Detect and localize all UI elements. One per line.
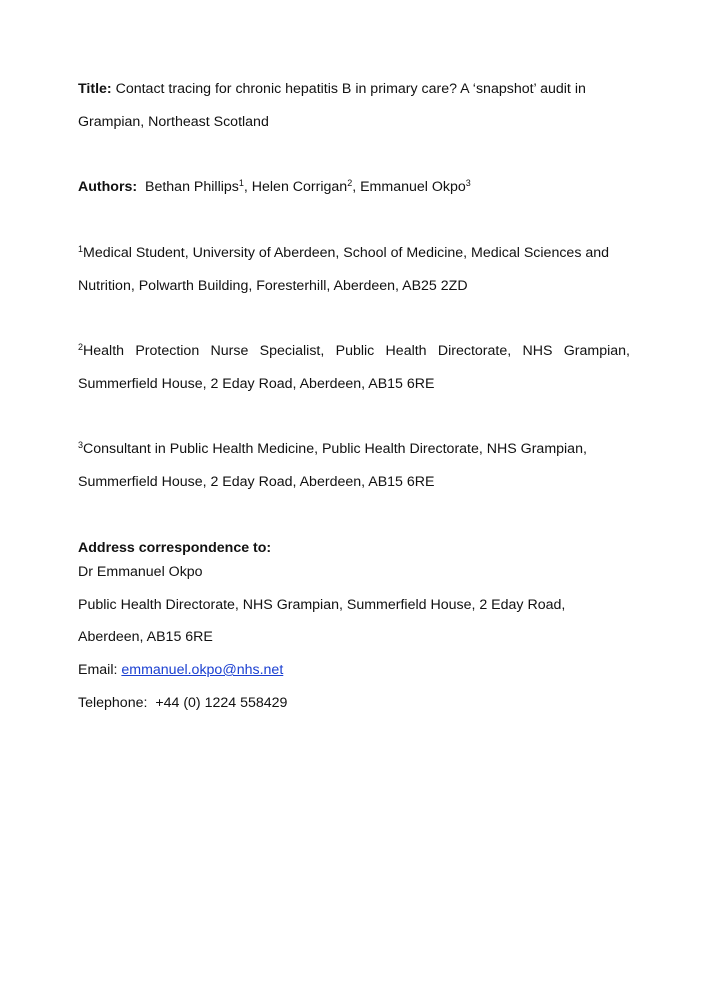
- author-affiliation-marker: 1: [238, 178, 244, 189]
- correspondence-name: [78, 563, 203, 581]
- affiliation-text: Summerfield House, 2 Eday Road, Aberdeen, AB15 6RE: [78, 376, 435, 392]
- correspondence-address-line-1: [78, 596, 565, 614]
- correspondence-heading-text: Address correspondence to:: [78, 540, 272, 556]
- affiliation-3-line-1: [78, 440, 587, 458]
- affiliation-number: 1: [78, 244, 84, 255]
- email-label: Email:: [78, 662, 118, 678]
- correspondence-address-text: Public Health Directorate, NHS Grampian, Summerfield House, 2 Eday Road,: [78, 597, 566, 613]
- affiliation-3-line-2: [78, 473, 434, 491]
- affiliation-text: Consultant in Public Health Medicine, Public Health Directorate, NHS Grampian,: [83, 441, 587, 457]
- phone-number: +44 (0) 1224 558429: [155, 695, 288, 711]
- email-link[interactable]: emmanuel.okpo@nhs.net: [121, 662, 284, 678]
- authors-line: [78, 178, 471, 196]
- affiliation-number: 2: [78, 342, 84, 353]
- affiliation-number: 3: [78, 440, 84, 451]
- correspondence-phone: [78, 694, 287, 712]
- title-line-2: [78, 113, 269, 131]
- correspondence-heading: [78, 539, 271, 557]
- affiliation-text: Medical Student, University of Aberdeen, School of Medicine, Medical Sciences and: [83, 245, 610, 261]
- correspondence-address-text: Aberdeen, AB15 6RE: [78, 629, 213, 645]
- title-label: Title:: [78, 81, 112, 97]
- affiliation-text: Summerfield House, 2 Eday Road, Aberdeen, AB15 6RE: [78, 474, 435, 490]
- affiliation-1-line-2: [78, 277, 468, 295]
- author-affiliation-marker: 2: [347, 178, 353, 189]
- affiliation-2-line-2: [78, 375, 434, 393]
- affiliation-text: Nutrition, Polwarth Building, Foresterhill, Aberdeen, AB25 2ZD: [78, 278, 468, 294]
- author-name: Bethan Phillips: [145, 179, 239, 195]
- author-name: Helen Corrigan: [251, 179, 348, 195]
- correspondence-email: [78, 661, 283, 679]
- title-text-2: Grampian, Northeast Scotland: [78, 114, 269, 130]
- affiliation-1-line-1: [78, 244, 609, 262]
- title-line-1: [78, 80, 586, 98]
- correspondence-address-line-2: [78, 628, 213, 646]
- authors-label: Authors:: [78, 179, 138, 195]
- author-affiliation-marker: 3: [465, 178, 471, 189]
- author-separator: ,: [352, 179, 361, 195]
- correspondence-name-text: Dr Emmanuel Okpo: [78, 564, 203, 580]
- author-separator: ,: [243, 179, 252, 195]
- affiliation-2-line-1: [78, 342, 630, 360]
- affiliation-text: Health Protection Nurse Specialist, Public Health Directorate, NHS Grampian,: [83, 343, 630, 359]
- title-text-1: Contact tracing for chronic hepatitis B in primary care? A ‘snapshot’ audit in: [115, 81, 586, 97]
- phone-label: Telephone:: [78, 695, 148, 711]
- author-name: Emmanuel Okpo: [360, 179, 466, 195]
